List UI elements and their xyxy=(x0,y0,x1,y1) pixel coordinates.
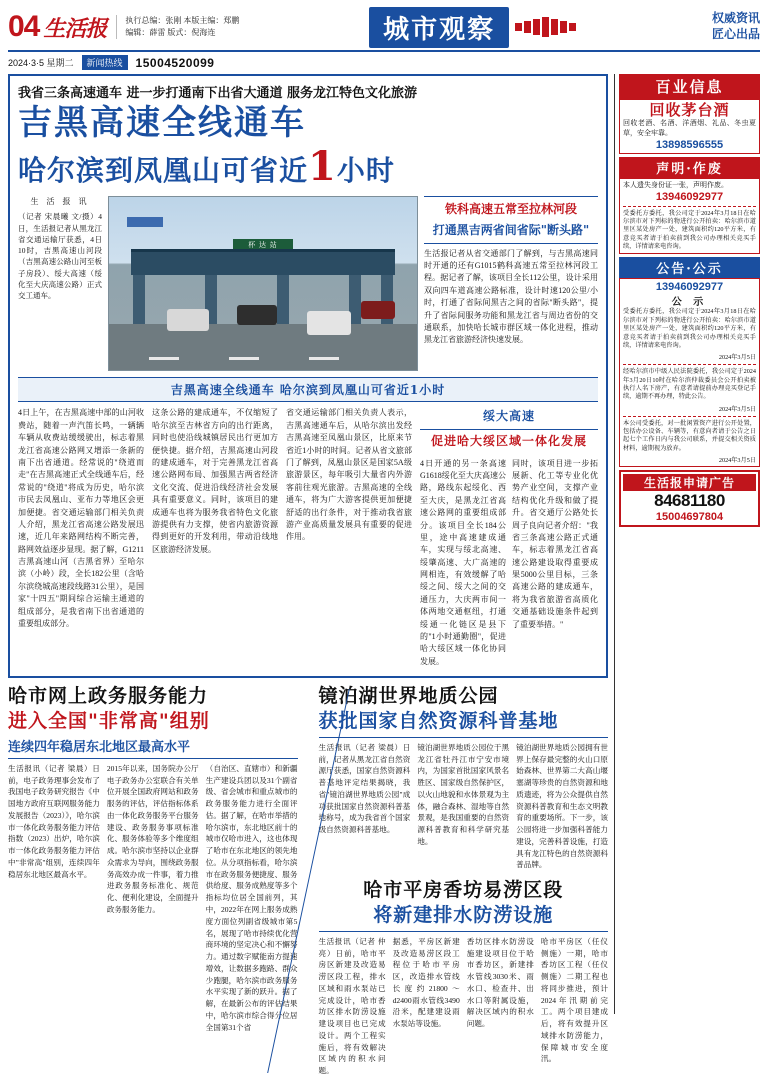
ad-declaration-phone[interactable]: 13946092977 xyxy=(655,190,724,203)
story-bottom-headline-1: 哈市平房香坊易涝区段 xyxy=(363,879,564,902)
side-story-text: 生活报记者从省交通部门了解到，与吉黑高速同时开通的还有G1015鹤科高速五常至拉林河段工程。据记者了解，该项目全长112公里，设计采用双向四车道高速公路标准，设计时速120公里/小时，打通了省际间黑吉之间的省际"断头路"，提升了省际间服务功能和黑龙江省与周边省份的交通联系，加快哈长城市群区域一体化进程，推动黑龙江省旅游经济快速发展。 xyxy=(424,248,598,345)
suida-column-2: 同时，该项目进一步拓展新、化工等专业化优势产业空间，支撑产业结构优化升级和做了提升。省交通厅公路处长周子良向记者介绍："我省三条高速公路正式通车，标志着黑龙江省高速公路建设取得重要成果5000公里目标，三条高速公路的建成通车，将为我省旅游省高质化交通基础设施条件起到了重要举措。" xyxy=(512,458,598,629)
page-number: 04 xyxy=(8,10,40,43)
lead-column-1: 4日上午，在吉黑高速中部的山河收费站，随着一声汽笛长鸣，一辆辆车辆从收费站缓缓驶出，标志着黑龙江省高速公路网又增添一条新的南下出省通道。经常说的"绕道而走"在吉黑高速正式全线通车后，经常说的"绕道"将成为历史，哈尔滨市民去凤凰山、亚布力等地区会更加便捷。省交通运输部门相关负责人介绍，黑龙江省高速公路发展迅速，近几年来路网结构不断完善，路网效益逐步显现。据了解，G1211吉黑高速山河（吉黑省界）至哈尔滨（小岭）段，全长182公里（含哈尔滨绕城高速段线路31公里），是国家"十四五"期间综合运输主通道的组成部分，是我省南下出省通道的重要组成部分。 xyxy=(18,408,144,629)
photo-lane-dash xyxy=(229,357,259,360)
ad-notice-header[interactable]: 公告·公示 xyxy=(619,257,760,278)
publication-date: 2024·3·5 星期二 xyxy=(8,58,74,68)
masthead-credits xyxy=(116,15,239,38)
story-right-headline-2: 获批国家自然资源科普基地 xyxy=(318,710,559,733)
side-story-headline-1: 铁科高速五常至拉林河段 xyxy=(444,202,577,217)
story-hrb-egov xyxy=(8,685,298,1077)
lead-shoulder: 我省三条高速通车 进一步打通南下出省大通道 服务龙江特色文化旅游 xyxy=(18,86,418,101)
ad-declaration-text: 本人遗失身份证一张，声明作废。 xyxy=(623,180,728,189)
story-right-headline-1: 镜泊湖世界地质公园 xyxy=(318,685,499,708)
ad-recycle-text: 回收老酒、名酒、洋酒烟、礼品、冬虫夏草，安全牢靠。 xyxy=(623,119,756,138)
ad-submission-footer[interactable] xyxy=(619,470,760,527)
photo-car xyxy=(237,305,277,325)
side-story-headline xyxy=(424,196,598,243)
lead-headline-1: 吉黑高速全线通车 xyxy=(18,103,306,143)
story-bottom-headline-2: 将新建排水防涝设施 xyxy=(373,904,554,927)
photo-toll-roof xyxy=(131,249,395,275)
classifieds-rail xyxy=(614,74,760,1014)
masthead-slogan xyxy=(712,11,760,42)
slogan-line-1: 权威资讯 xyxy=(711,11,760,26)
section-title: 城市观察 xyxy=(369,7,509,48)
lead-columns xyxy=(18,407,598,668)
lead-story xyxy=(8,74,608,678)
ad-recycle-headline: 回收茅台酒 xyxy=(649,101,730,119)
ad-footer-phone-2[interactable]: 15004697804 xyxy=(655,511,724,524)
credit-line-2: 编辑：薛雷 版式：倪海连 xyxy=(125,28,216,37)
story-right-column-2: 镜泊湖世界地质公园位于黑龙江省牡丹江市宁安市境内，为国家首批国家风景名胜区、国家级自然保护区，以火山地貌和水体景观为主体，融合森林、湿地等自然景观，是我国重要的自然资源科普教育和科学研究基地。 xyxy=(417,742,510,846)
photo-toll-sign: 杯 达 站 xyxy=(233,239,293,252)
story-jingpo-lake xyxy=(319,685,609,1077)
photo-car xyxy=(167,309,209,331)
ad-notice-text-2: 经哈尔滨市中级人民法院委托，我公司定于2024年3月20日10时在哈尔滨仲裁委员会公开拍卖被执行人名下房产，有意者请提前办理竞买登记手续，逾期不再办理，特此公告。 xyxy=(623,368,756,401)
lead-headline-2-pre: 哈尔滨到凤凰山可省近 xyxy=(18,154,309,188)
story-bottom-column-3: 香坊区排水防涝设施建设项目位于哈市香坊区，新建排水管线3030米、雨水口、检查井、出水口等附属设施，解决区域内的积水问题。 xyxy=(466,936,534,1029)
lead-side-story xyxy=(424,196,598,371)
lead-caption-head: 生 活 报 讯 xyxy=(30,197,90,207)
ad-declaration[interactable] xyxy=(619,178,760,255)
ad-recycle-phone[interactable]: 13898596555 xyxy=(655,138,724,151)
ad-divider xyxy=(623,206,756,207)
story-right-rule xyxy=(319,737,609,738)
story-right-column-1: 生活报讯（记者 梁晨）日前，记者从黑龙江省自然资源厅获悉，国家自然资源科普基地评定结果揭晓，我省"镜泊湖世界地质公园"成功获批国家自然资源科普基地称号，成为我省首个国家级自然资源科普基地。 xyxy=(318,742,411,835)
story-left-column-3: （自治区、直辖市）和新疆生产建设兵团以及31个副省级、省会城市和重点城市的政务服务能力进行全面评估。据了解，在哈市举措的哈尔滨市，东北地区前十的城市仅哈市进入，这也体现了哈市在东北地区的领先地位。从分项指标看，哈尔滨市在政务服务便捷度、服务供给度、服务成熟度等多个指标均位居全国前列，其中，2022年在网上服务成熟度方面位列副省级城市第5名，展现了哈市持续优化营商环境的坚定决心和不懈努力。通过数字赋能南方提速增效，让数据多跑路、群众少跑腿，哈尔滨市政务服务水平实现了新的跃升。据了解，在最新公布的评估结果中，哈尔滨市综合得分位居全国第31个省 xyxy=(205,763,298,1032)
decor-bars-icon xyxy=(515,17,576,37)
classifieds-title[interactable]: 百业信息 xyxy=(619,74,760,99)
hotline-number: 15004520099 xyxy=(135,55,215,70)
story-left-headline-1: 哈市网上政务服务能力 xyxy=(8,685,209,708)
paper-logo: 生活报 xyxy=(43,15,107,42)
lead-headline-2 xyxy=(18,144,598,190)
lead-caption xyxy=(18,196,102,371)
story-bottom-column-2: 据悉，平房区新建及改造易涝区段工程位于哈市平房区，改造排水管线长度约21800～d2400雨水管线3490沿米，配建建设雨水泵站等设施。 xyxy=(392,936,460,1029)
ad-notice-text-1: 受委托方委托，我公司定于2024年3月18日在哈尔滨市对下列标的物进行公开拍卖：哈尔滨市道里区某处房产一处，建筑面积约120平方米，有意竞买者请于拍卖前到我公司办理相关竞买手续，详情请来电咨询。 xyxy=(623,308,756,349)
ad-divider xyxy=(623,364,756,365)
ad-footer-phone-1[interactable]: 84681180 xyxy=(654,491,725,511)
ad-notice-date-1: 2024年3月5日 xyxy=(718,354,756,362)
suida-title-2: 促进哈大绥区域一体化发展 xyxy=(430,433,587,448)
suida-title-1: 绥大高速 xyxy=(420,407,598,430)
lead-headline-2-post: 小时 xyxy=(336,154,395,188)
story-pingfang-drainage xyxy=(319,879,609,1077)
ad-notice-public[interactable] xyxy=(619,278,760,467)
lower-stories xyxy=(8,685,608,1077)
story-left-subhead: 连续四年稳居东北地区最高水平 xyxy=(8,736,298,759)
photo-lane-dash xyxy=(149,357,179,360)
page-body xyxy=(8,74,760,1076)
photo-banner xyxy=(127,217,163,227)
story-right-column-3: 镜泊湖世界地质公园拥有世界上保存最完整的火山口原始森林、世界第二大高山堰塞湖等珍贵的自然资源和地质遗迹，将为公众提供自然资源科普教育和生态文明教育的重要场所。下一步，该公园将进一步加强科普能力建设，完善科普设施，打造具有龙江特色的自然资源科普品牌。 xyxy=(516,742,608,870)
lead-strap: 吉黑高速全线通车 哈尔滨到凤凰山可省近1小时 xyxy=(18,377,598,402)
photo-car xyxy=(307,311,351,335)
ad-divider xyxy=(623,416,756,417)
hotline-badge: 新闻热线 xyxy=(82,55,128,70)
story-bottom-columns xyxy=(319,936,609,1077)
masthead xyxy=(8,6,760,52)
story-left-columns xyxy=(8,763,298,1034)
story-right-columns xyxy=(319,742,609,871)
story-left-column-2: 2015年以来，国务院办公厅电子政务办公室联合有关单位开展全国政府网站和政务服务的评估，评估指标体系由一体化政务服务平台服务建设、政务服务事项标准化、服务体验等多个维度组成。哈尔滨市坚持以企业群众需求为导向，围绕政务服务高效办成一件事，着力推进政务服务标准化、规范化、便利化建设，全面提升政务服务能力。 xyxy=(106,763,199,914)
lead-main-row xyxy=(18,196,598,371)
ad-recycle-maotai[interactable] xyxy=(619,99,760,154)
lead-column-2: 这条公路的建成通车，不仅缩短了哈尔滨至吉林省方向的出行距离，同时也使沿线城镇居民出行更加方便快捷。据介绍，吉黑高速山河段的建成通车，对于完善黑龙江省高速公路网布局、加强黑吉两省经济文化交流、促进沿线经济社会发展具有重要意义。同时，该项目的建成通车也将为服务我省特色文化旅游提供有力支撑，使省内旅游资源得到更好的开发利用，带动沿线地区旅游经济发展。 xyxy=(152,408,278,554)
lead-column-3: 省交通运输部门相关负责人表示，吉黑高速通车后，从哈尔滨出发经吉黑高速至凤凰山景区，比原来节省近1小时的时间。记者从省文旅部门了解到，凤凰山景区是国家5A级旅游景区，每年吸引大量省内外游客前往观光旅游。吉黑高速的全线通车，将为广大游客提供更加便捷舒适的出行条件，对于推动我省旅游产业高质量发展具有重要的促进作用。 xyxy=(286,408,412,542)
main-content xyxy=(8,74,608,1076)
ad-notice-date-3: 2024年3月5日 xyxy=(718,457,756,465)
story-left-headline-2: 进入全国"非常高"组别 xyxy=(8,710,210,733)
ad-footer-title: 生活报申请广告 xyxy=(623,474,756,491)
photo-road xyxy=(109,324,417,370)
ad-declaration-extra: 受委托方委托，我公司定于2024年3月18日在哈尔滨市对下列标的物进行公开拍卖：哈尔滨市道里区某处房产一处，建筑面积约120平方米，有意竞买者请于拍卖前到我公司办理相关竞买手续，详情请来电咨询。 xyxy=(623,209,756,251)
story-bottom-column-1: 生活报讯（记者 仲亮）日前，哈市平房区新建及改造易涝区段工程，排水区域和雨水泵站已完成设计，哈市香坊区排水防涝设施建设项目也已完成设计。两个工程实施后，将有效解决区域内的积水问题。 xyxy=(318,936,386,1076)
ad-notice-text-3: 本公司受委托，对一批闲置资产进行公开处置，包括办公设备、车辆等，有意向者请于公告之日起七个工作日内与我公司联系，并提交相关资质材料，逾期视为放弃。 xyxy=(623,419,756,452)
slogan-line-2: 匠心出品 xyxy=(711,27,760,41)
credit-line-1: 执行总编：张刚 本版主编：郑鹏 xyxy=(125,16,240,26)
lead-photo xyxy=(108,196,418,371)
ad-notice-date-2: 2024年3月5日 xyxy=(718,405,756,413)
ad-declaration-header[interactable]: 声明·作废 xyxy=(619,157,760,178)
lead-caption-text: （记者 宋晨曦 文/摄）4日，生活报记者从黑龙江省交通运输厅获悉，4日10时，吉黑高速山河段（吉黑高速公路山河至板子房段）、绥大高速（绥化至大庆高速公路）正式交工通车。 xyxy=(18,212,102,301)
story-left-column-1: 生活报讯（记者 梁晨）日前，电子政务理事会发布了我国电子政务研究报告《中国地方政府互联网服务能力发展报告（2023）》，哈尔滨市一体化政务服务能力评估指数（2023）出炉，哈尔滨市一体化政务服务能力评估中"非常高"组别，连续四年稳居东北地区最高水平。 xyxy=(8,763,100,879)
lead-headline-2-number: 1 xyxy=(308,143,337,191)
dateline xyxy=(8,52,760,74)
side-story-headline-2: 打通黑吉两省间省际"断头路" xyxy=(432,222,590,237)
story-bottom-rule xyxy=(319,931,609,932)
section-title-wrap xyxy=(239,7,706,48)
ad-notice-phone[interactable]: 13946092977 xyxy=(655,281,724,294)
suida-column-1: 4日开通的另一条高速G1618绥化至大庆高速公路，路线东起绥化、西至大庆，是黑龙江省高速公路网的重要组成部分。该项目全长184公里，途中高速建成通车，实现与绥北高速、绥肇高速、大广高速的网相连，有效缓解了哈绥之间、绥大之间的交通压力，大庆两市间一体两地交通枢纽，打通绥通一化链区是县下的"1小时通勤圈"，促进哈大绥区域一体化协同发展。 xyxy=(420,458,506,666)
photo-car xyxy=(361,301,395,319)
photo-lane-dash xyxy=(309,357,339,360)
suida-block xyxy=(420,407,598,668)
ad-notice-subtitle: 公 示 xyxy=(671,297,708,309)
story-bottom-column-4: 哈市平房区（任仪侧施）一期，哈市香坊区工程（任仪侧施）二期工程也将同步推进，预计2024年汛期前完工。两个项目建成后，将有效提升区域排水防涝能力，保障城市安全度汛。 xyxy=(540,936,608,1064)
